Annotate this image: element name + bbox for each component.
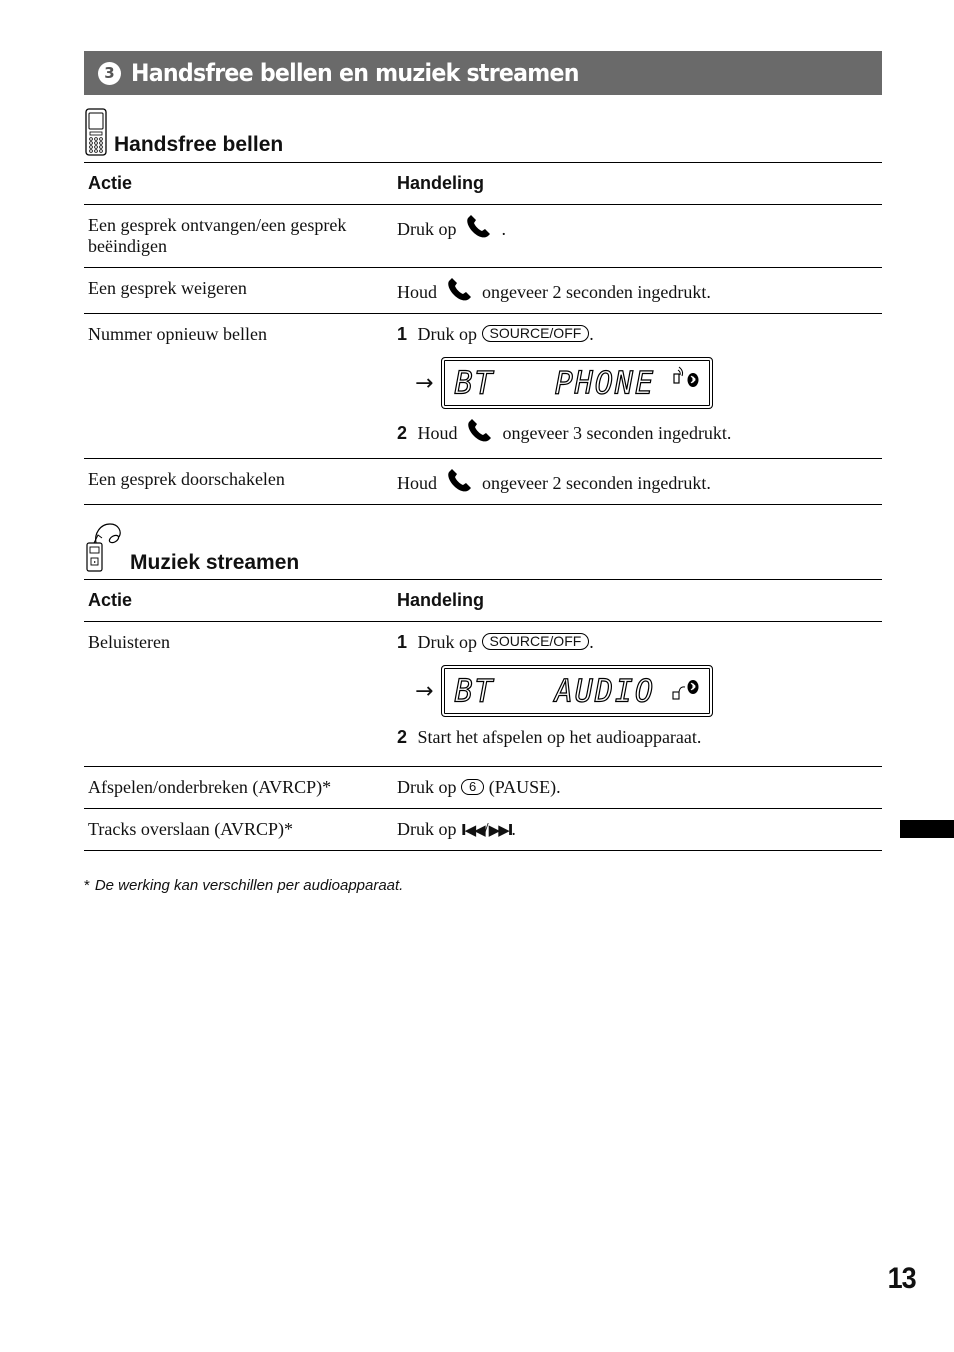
row-instruction: [393, 459, 882, 505]
row-action: Nummer opnieuw bellen: [88, 324, 267, 344]
col-actie: Actie: [88, 173, 133, 193]
section-banner: [84, 51, 882, 95]
streaming-table: [84, 579, 882, 851]
row-action: Tracks overslaan (AVRCP)*: [88, 819, 293, 839]
instruction-suffix: .: [589, 632, 594, 652]
instruction-text: Druk op: [397, 219, 457, 239]
phone-handset-icon: [466, 419, 494, 443]
footnote-text: De werking kan verschillen per audioapparaat.: [94, 877, 404, 894]
bluetooth-phone-indicator-icon: [672, 366, 702, 390]
table-header-row: [84, 580, 882, 622]
source-off-button: SOURCE/OFF: [482, 633, 590, 650]
instruction-text: Houd: [397, 473, 437, 493]
streaming-title: Muziek streamen: [130, 551, 300, 574]
display-result: [415, 357, 878, 409]
row-instruction: [393, 205, 882, 268]
table-header-row: [84, 163, 882, 205]
source-off-button: SOURCE/OFF: [482, 325, 590, 342]
lcd-text: BT PHONE: [454, 365, 656, 402]
lcd-display: [441, 665, 713, 717]
handsfree-table: [84, 162, 882, 505]
table-row: [84, 809, 882, 851]
lcd-text: BT AUDIO: [454, 673, 656, 710]
phone-handset-icon: [465, 215, 493, 239]
handsfree-title: Handsfree bellen: [114, 133, 284, 156]
table-row: [84, 205, 882, 268]
table-row: [84, 767, 882, 809]
mobile-phone-icon: [84, 108, 108, 156]
section-number-badge: 3: [98, 62, 121, 85]
step-number: 1: [397, 632, 408, 652]
row-instruction: [393, 809, 882, 851]
page-tab-marker: [900, 820, 954, 838]
instruction-suffix: ongeveer 3 seconden ingedrukt.: [502, 423, 732, 443]
instruction-suffix: ongeveer 2 seconden ingedrukt.: [482, 473, 711, 493]
row-action: Een gesprek doorschakelen: [88, 469, 285, 489]
handsfree-heading: [84, 108, 283, 156]
row-instruction: [393, 268, 882, 314]
row-action: Beluisteren: [88, 632, 170, 652]
row-instruction: [393, 622, 882, 767]
step-2: [397, 727, 878, 748]
instruction-text: Houd: [397, 282, 437, 302]
instruction-suffix: .: [501, 219, 506, 239]
row-action: Een gesprek weigeren: [88, 278, 247, 298]
col-handeling: Handeling: [397, 590, 485, 610]
table-row: [84, 314, 882, 459]
col-handeling: Handeling: [397, 173, 485, 193]
streaming-heading: [84, 522, 299, 574]
button-6-label: 6: [461, 779, 484, 795]
instruction-text: Houd: [417, 423, 458, 443]
music-player-headphones-icon: [84, 522, 124, 574]
separator: /: [483, 819, 489, 839]
step-number: 2: [397, 727, 408, 747]
instruction-suffix: .: [511, 819, 516, 839]
lcd-display: [441, 357, 713, 409]
phone-handset-icon: [446, 278, 474, 302]
section-title: Handsfree bellen en muziek streamen: [131, 59, 579, 87]
step-number: 1: [397, 324, 408, 344]
step-1: [397, 324, 878, 345]
row-action: Een gesprek ontvangen/een gesprek beëindigen: [88, 215, 347, 256]
instruction-text: Druk op: [397, 819, 457, 839]
page-number: 13: [887, 1262, 916, 1295]
phone-handset-icon: [446, 469, 474, 493]
arrow-right-icon: →: [415, 678, 434, 704]
footnote-marker: *: [84, 877, 90, 894]
instruction-suffix: .: [589, 324, 594, 344]
instruction-text: Druk op: [397, 777, 457, 797]
instruction-text: Druk op: [417, 632, 478, 652]
table-row: [84, 622, 882, 767]
instruction-suffix: (PAUSE).: [488, 777, 561, 797]
row-action: Afspelen/onderbreken (AVRCP)*: [88, 777, 332, 797]
bluetooth-audio-indicator-icon: [672, 674, 702, 704]
step-1: [397, 632, 878, 653]
display-result: [415, 665, 878, 717]
footnote: [84, 877, 403, 894]
instruction-suffix: ongeveer 2 seconden ingedrukt.: [482, 282, 711, 302]
row-instruction: [393, 767, 882, 809]
instruction-text: Start het afspelen op het audioapparaat.: [417, 727, 702, 747]
table-row: [84, 459, 882, 505]
instruction-text: Druk op: [417, 324, 478, 344]
step-number: 2: [397, 423, 408, 443]
skip-back-icon: I◀◀: [461, 821, 484, 839]
row-instruction: [393, 314, 882, 459]
table-row: [84, 268, 882, 314]
col-actie: Actie: [88, 590, 133, 610]
skip-forward-icon: ▶▶I: [488, 821, 512, 839]
arrow-right-icon: →: [415, 370, 434, 396]
step-2: [397, 419, 878, 444]
